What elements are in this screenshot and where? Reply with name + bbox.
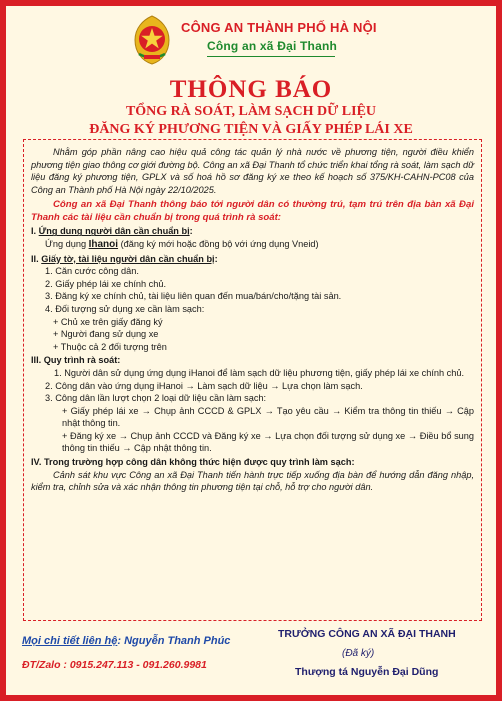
section2-colon: :: [214, 253, 218, 264]
app-suffix: (đăng ký mới hoặc đồng bộ với ứng dụng Vneid): [118, 238, 319, 249]
section2-heading: [31, 253, 474, 266]
subtitle-line2: ĐĂNG KÝ PHƯƠNG TIỆN VÀ GIẤY PHÉP LÁI XE: [89, 122, 413, 137]
police-emblem-icon: [132, 14, 172, 66]
signed-note: (Đã ký): [342, 648, 375, 659]
section3-flow-1: + Giấy phép lái xe → Chụp ảnh CCCD & GPLX → Tạo yêu cầu → Kiểm tra thông tin thiếu → Cập nhật thông tin.: [62, 405, 474, 429]
section2-title: Giấy tờ, tài liệu người dân cần chuẩn bị: [41, 253, 215, 264]
section3-step-2: 2. Công dân vào ứng dụng iHanoi → Làm sạch dữ liệu → Lựa chọn làm sạch.: [45, 380, 363, 391]
footer: [6, 621, 496, 701]
org-line2: Công an xã Đại Thanh: [207, 39, 338, 53]
intro-paragraph: Nhằm góp phần nâng cao hiệu quả công tác quản lý nhà nước về phương tiện, người điều khiển phương tiện giao thông cơ giới đường bộ. Công an xã Đại Thanh tổ chức triển khai tổng rà soát, làm sạch dữ liệu đăng ký phương tiện, GPLX và số hoá hồ sơ đăng ký xe theo kế hoạch số 375/KH-CAHN-PC08 của Công an Thành phố Hà Nội ngày 22/10/2025.: [31, 147, 474, 195]
section2-item-3: 3. Đăng ký xe chính chủ, tài liệu liên quan đến mua/bán/cho/tặng tài sản.: [45, 291, 342, 302]
section3-step-3: 3. Công dân lần lượt chọn 2 loại dữ liệu cần làm sạch:: [45, 393, 267, 404]
section2-num: II.: [31, 253, 39, 264]
section3-step-1: 1. Người dân sử dụng ứng dụng iHanoi để làm sạch dữ liệu phương tiện, giấy phép lái xe chính chủ.: [54, 367, 465, 378]
section2-subitem-3: + Thuộc cả 2 đối tượng trên: [53, 341, 167, 352]
page-title: THÔNG BÁO: [169, 76, 333, 103]
section2-item-1: 1. Căn cước công dân.: [45, 266, 139, 277]
section1-num: I.: [31, 226, 37, 237]
section4-body: Cảnh sát khu vực Công an xã Đại Thanh tiến hành trực tiếp xuống địa bàn để hướng dẫn đăng nhập, kiểm tra, chỉnh sửa và xác nhận thông tin phương tiện tại chỗ, hỗ trợ cho người dân.: [31, 469, 474, 493]
contact-colon: :: [117, 635, 125, 647]
notice-paragraph: Công an xã Đại Thanh thông báo tới người dân có thường trú, tạm trú trên địa bàn xã Đại Thanh các tài liệu cần chuẩn bị trong quá trình rà soát:: [31, 199, 474, 224]
section3-flow-2: + Đăng ký xe → Chụp ảnh CCCD và Đăng ký xe → Lựa chọn đối tượng sử dụng xe → Điều bổ sung thông tin thiếu → Cập nhật thông tin.: [62, 430, 474, 454]
section2-item-4: 4. Đối tượng sử dụng xe cần làm sạch:: [45, 303, 205, 314]
section1-colon: :: [189, 226, 193, 237]
chief-title: TRƯỞNG CÔNG AN XÃ ĐẠI THANH: [278, 628, 456, 640]
signer-name: Thượng tá Nguyễn Đại Dũng: [295, 666, 439, 678]
section3-heading: III. Quy trình rà soát:: [31, 355, 121, 366]
notice-content: [23, 139, 482, 621]
contact-phones: ĐT/Zalo : 0915.247.113 - 091.260.9981: [22, 659, 207, 671]
section2-subitem-2: + Người đang sử dụng xe: [53, 329, 159, 340]
contact-name: Nguyễn Thanh Phúc: [124, 635, 231, 647]
section1-title: Ứng dung người dân cần chuẩn bị: [38, 226, 190, 237]
org-underline: [207, 56, 335, 57]
subtitle-line1: TỔNG RÀ SOÁT, LÀM SẠCH DỮ LIỆU: [125, 104, 377, 119]
section2-item-2: 2. Giấy phép lái xe chính chủ.: [45, 278, 167, 289]
header: [6, 6, 496, 76]
section1-heading: [31, 225, 474, 238]
section2-subitem-1: + Chủ xe trên giấy đăng ký: [53, 316, 163, 327]
contact-line: [22, 635, 230, 647]
app-name: Ihanoi: [88, 238, 119, 250]
contact-label: Mọi chi tiết liên hệ: [22, 635, 118, 647]
section4-heading: IV. Trong trường hợp công dân không thức hiện được quy trình làm sạch:: [31, 457, 355, 468]
section1-app-line: [31, 238, 474, 252]
app-prefix: Ứng dụng: [45, 238, 89, 249]
org-line1: CÔNG AN THÀNH PHỐ HÀ NỘI: [181, 20, 377, 35]
